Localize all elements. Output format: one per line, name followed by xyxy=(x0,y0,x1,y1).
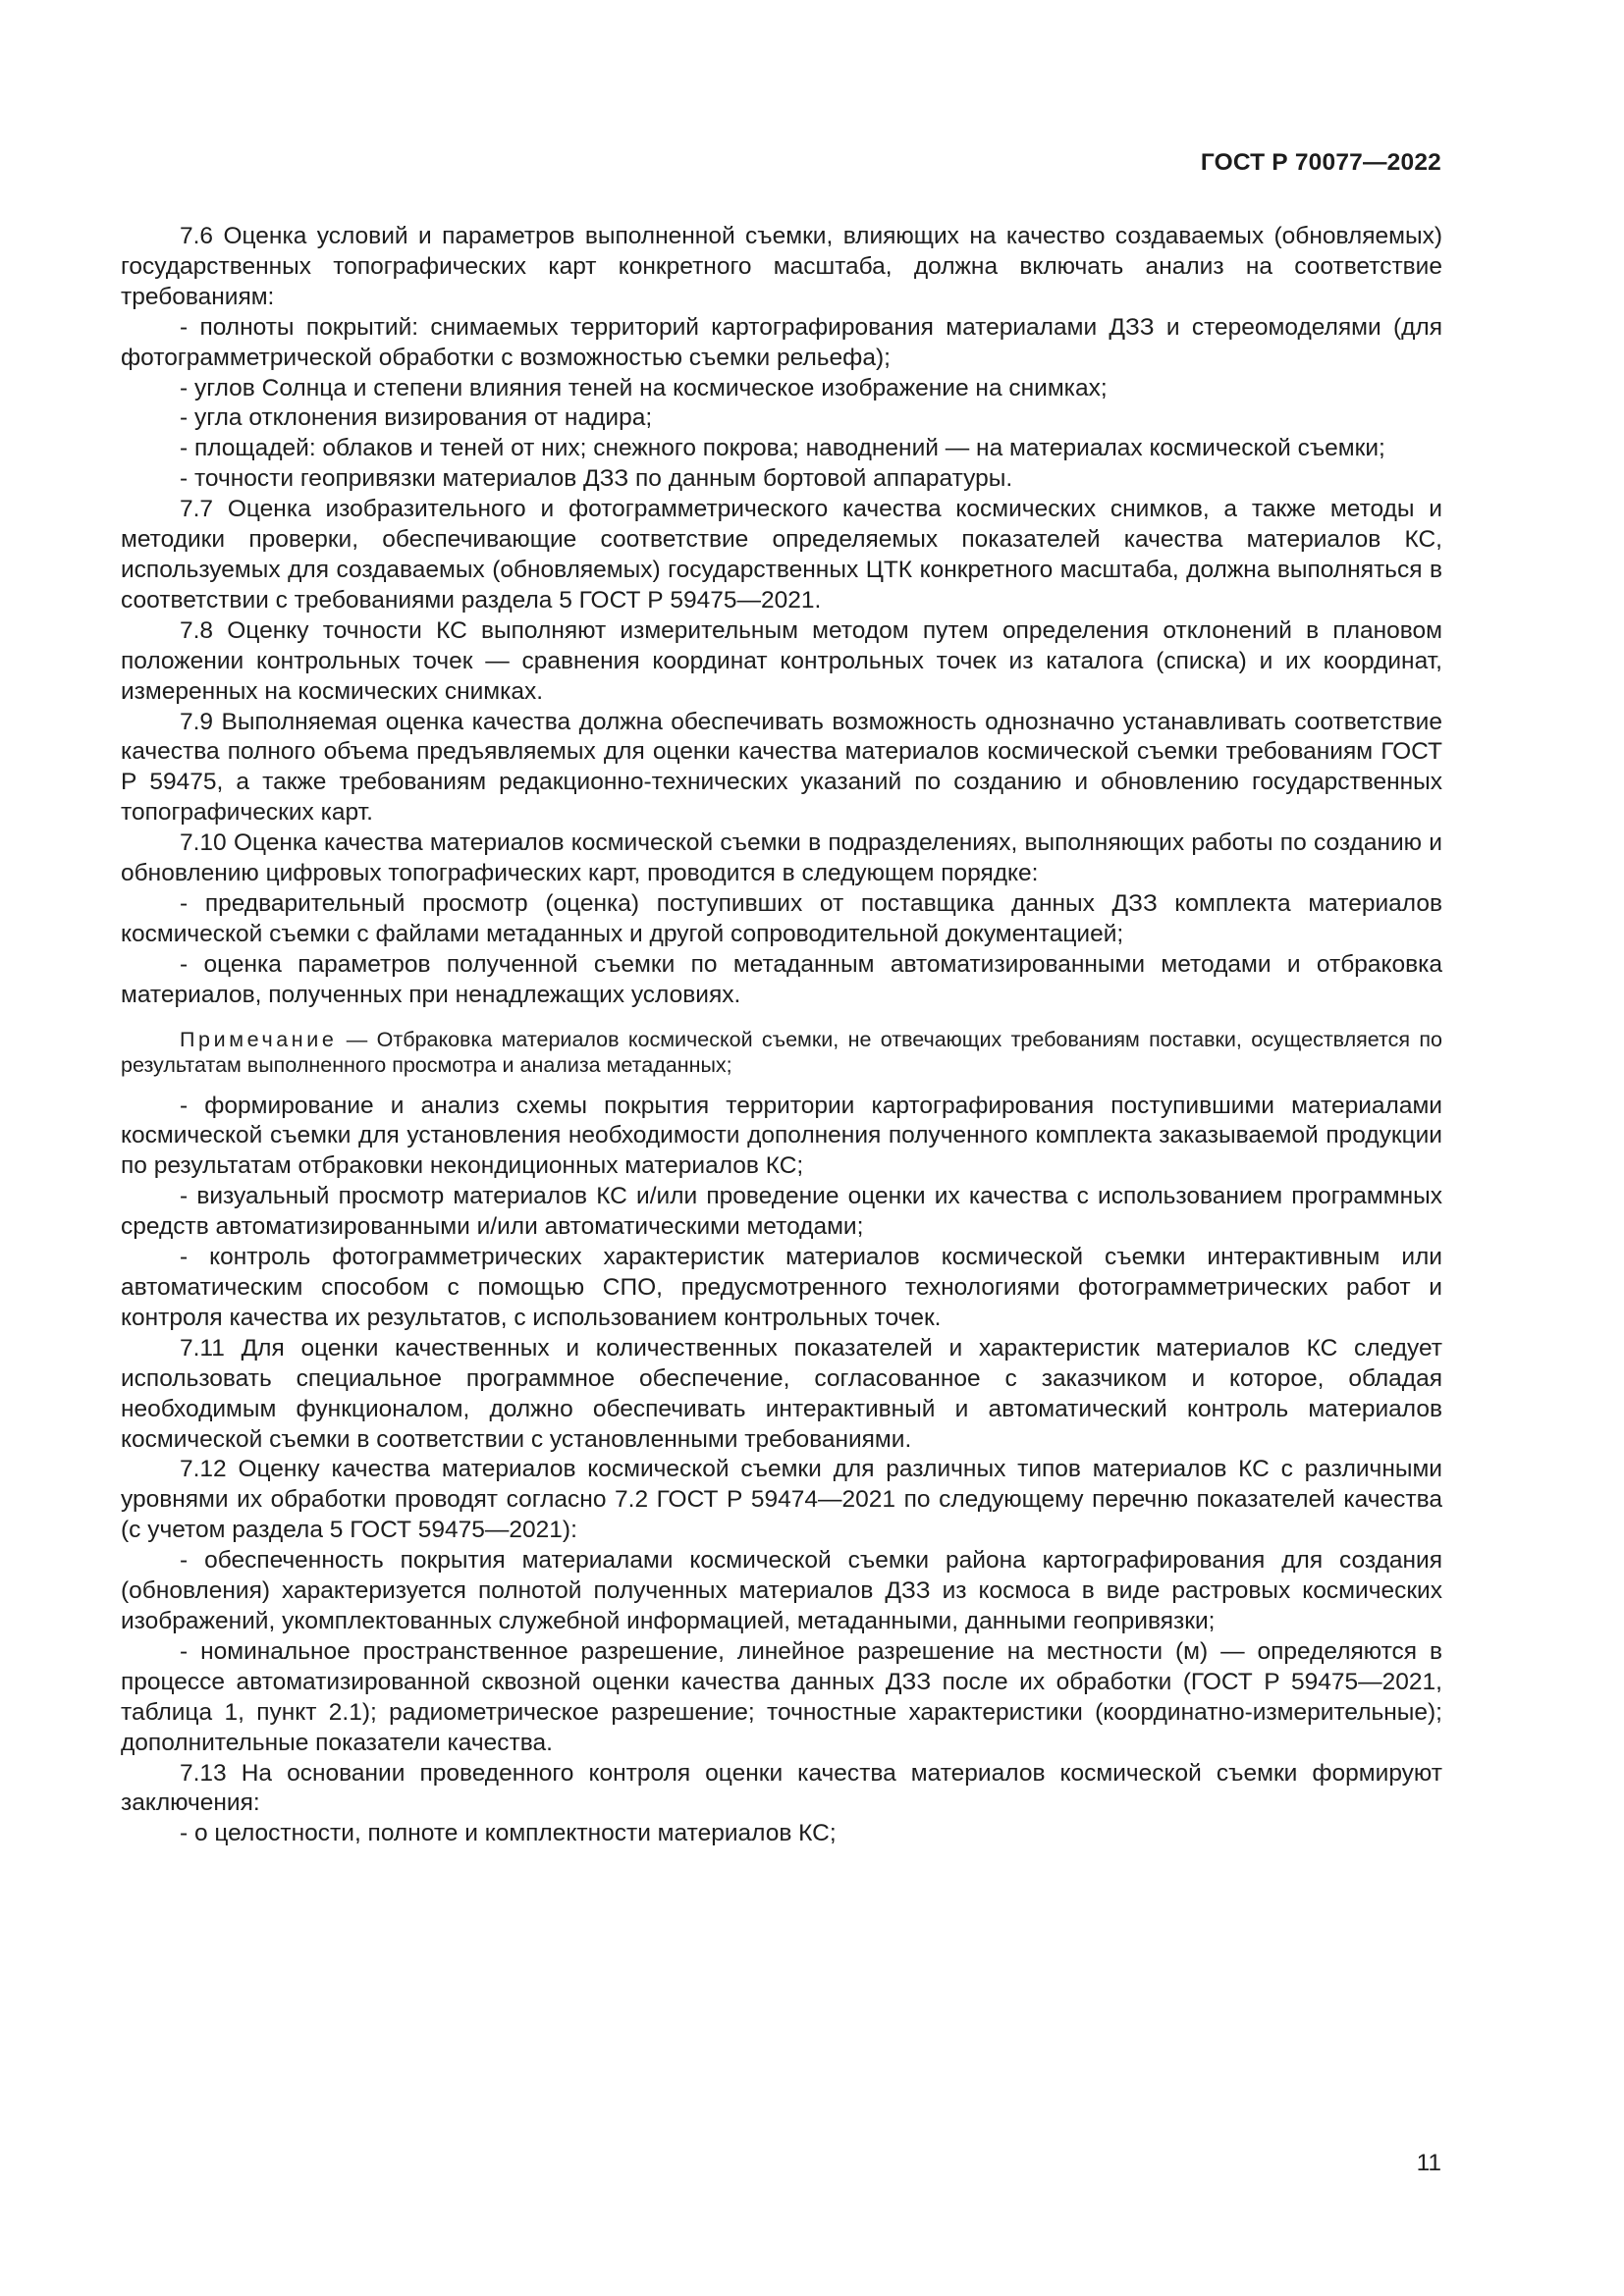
list-item: - оценка параметров полученной съемки по метаданным автоматизированными методами и отбраковка материалов, полученных при ненадлежащих условиях. xyxy=(121,950,1442,1008)
paragraph-7-6: 7.6 Оценка условий и параметров выполненной съемки, влияющих на качество создаваемых (обновляемых) государственных топографических карт конкретного масштаба, должна включать анализ на соответствие требованиям: xyxy=(121,223,1442,310)
document-body xyxy=(121,222,1442,1849)
document-header: ГОСТ Р 70077—2022 xyxy=(1200,149,1441,176)
list-item: - площадей: облаков и теней от них; снежного покрова; наводнений — на материалах космической съемки; xyxy=(180,435,1385,462)
list-item: - номинальное пространственное разрешение, линейное разрешение на местности (м) — определяются в процессе автоматизированной сквозной оценки качества данных ДЗЗ после их обработки (ГОСТ Р 59475—2021, таблица 1, пункт 2.1); радиометрическое разрешение; точностные характеристики (координатно-измерительные); дополнительные показатели качества. xyxy=(121,1637,1442,1756)
list-item: - о целостности, полноте и комплектности материалов КС; xyxy=(180,1820,837,1847)
list-item: - обеспеченность покрытия материалами космической съемки района картографирования для создания (обновления) характеризуется полнотой полученных материалов ДЗЗ из космоса в виде растровых космических изображений, укомплектованных служебной информацией, метаданными, данными геопривязки; xyxy=(121,1547,1442,1634)
paragraph-7-9: 7.9 Выполняемая оценка качества должна обеспечивать возможность однозначно устанавливать соответствие качества полного объема предъявляемых для оценки качества материалов космической съемки требованиям ГОСТ Р 59475, а также требованиям редакционно-технических указаний по созданию и обновлению государственных топографических карт. xyxy=(121,708,1442,827)
list-item: - предварительный просмотр (оценка) поступивших от поставщика данных ДЗЗ комплекта материалов космической съемки с файлами метаданных и другой сопроводительной документацией; xyxy=(121,889,1442,947)
paragraph-7-12: 7.12 Оценку качества материалов космической съемки для различных типов материалов КС с различными уровнями их обработки проводят согласно 7.2 ГОСТ Р 59474—2021 по следующему перечню показателей качества (с учетом раздела 5 ГОСТ 59475—2021): xyxy=(121,1456,1442,1544)
note-text: — Отбраковка материалов космической съемки, не отвечающих требованиям поставки, осуществляется по результатам выполненного просмотра и анализа метаданных; xyxy=(121,1027,1442,1077)
note-label: Примечание xyxy=(180,1027,338,1051)
paragraph-7-8: 7.8 Оценку точности КС выполняют измерительным методом путем определения отклонений в плановом положении контрольных точек — сравнения координат контрольных точек из каталога (списка) и их координат, измеренных на космических снимках. xyxy=(121,616,1442,705)
note xyxy=(121,1027,1442,1078)
list-item: - угла отклонения визирования от надира; xyxy=(180,404,653,432)
list-item: - формирование и анализ схемы покрытия территории картографирования поступившими материалами космической съемки для установления необходимости дополнения полученного комплекта заказываемой продукции по результатам отбраковки некондиционных материалов КС; xyxy=(121,1092,1442,1180)
paragraph-7-13: 7.13 На основании проведенного контроля оценки качества материалов космической съемки формируют заключения: xyxy=(121,1759,1442,1817)
paragraph-7-10: 7.10 Оценка качества материалов космической съемки в подразделениях, выполняющих работы по созданию и обновлению цифровых топографических карт, проводится в следующем порядке: xyxy=(121,829,1442,887)
list-item: - визуальный просмотр материалов КС и/или проведение оценки их качества с использованием программных средств автоматизированными и/или автоматическими методами; xyxy=(121,1183,1442,1241)
list-item: - точности геопривязки материалов ДЗЗ по данным бортовой аппаратуры. xyxy=(180,465,1013,493)
list-item: - контроль фотограмметрических характеристик материалов космической съемки интерактивным или автоматическим способом с помощью СПО, предусмотренного технологиями фотограмметрических работ и контроля качества их результатов, с использованием контрольных точек. xyxy=(121,1244,1442,1331)
list-item: - полноты покрытий: снимаемых территорий картографирования материалами ДЗЗ и стереомоделями (для фотограмметрической обработки с возможностью съемки рельефа); xyxy=(121,313,1442,371)
paragraph-7-7: 7.7 Оценка изобразительного и фотограмметрического качества космических снимков, а также методы и методики проверки, обеспечивающие соответствие определяемых показателей качества материалов КС, используемых для создаваемых (обновляемых) государственных ЦТК конкретного масштаба, должна выполняться в соответствии с требованиями раздела 5 ГОСТ Р 59475—2021. xyxy=(121,496,1442,614)
page-number: 11 xyxy=(1416,2150,1441,2176)
paragraph-7-11: 7.11 Для оценки качественных и количественных показателей и характеристик материалов КС следует использовать специальное программное обеспечение, согласованное с заказчиком и которое, обладая необходимым функционалом, должно обеспечивать интерактивный и автоматический контроль материалов космической съемки в соответствии с установленными требованиями. xyxy=(121,1334,1442,1453)
list-item: - углов Солнца и степени влияния теней на космическое изображение на снимках; xyxy=(180,374,1108,401)
